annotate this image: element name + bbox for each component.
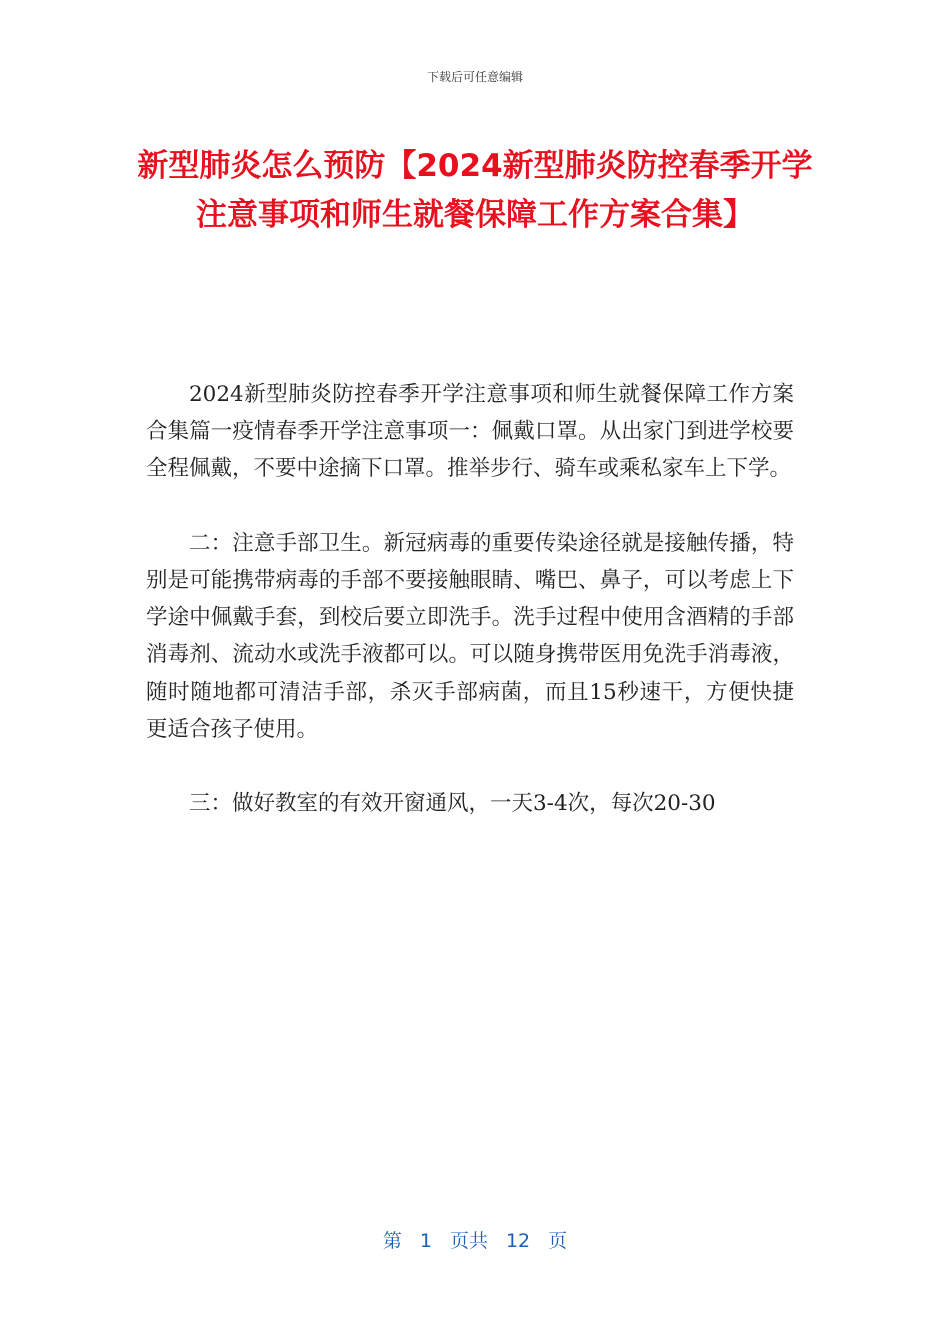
footer-total-pages: 12	[505, 1230, 531, 1252]
footer-page-suffix: 页	[548, 1230, 568, 1252]
document-title: 新型肺炎怎么预防【2024新型肺炎防控春季开学注意事项和师生就餐保障工作方案合集】	[137, 148, 813, 233]
paragraph-1: 2024新型肺炎防控春季开学注意事项和师生就餐保障工作方案合集篇一疫情春季开学注意事项一：佩戴口罩。从出家门到进学校要全程佩戴，不要中途摘下口罩。推举步行、骑车或乘私家车上下学。	[146, 382, 794, 482]
paragraph-2: 二：注意手部卫生。新冠病毒的重要传染途径就是接触传播，特别是可能携带病毒的手部不要接触眼睛、嘴巴、鼻子，可以考虑上下学途中佩戴手套，到校后要立即洗手。洗手过程中使用含酒精的手部消毒剂、流动水或洗手液都可以。可以随身携带医用免洗手消毒液，随时随地都可清洁手部，杀灭手部病菌，而且15秒速干，方便快捷更适合孩子使用。	[146, 530, 794, 742]
document-body	[146, 376, 794, 860]
footer-page-number: 1	[419, 1230, 432, 1252]
header-note: 下载后可任意编辑	[426, 70, 523, 84]
page-footer	[0, 1226, 950, 1253]
paragraph-3: 三：做好教室的有效开窗通风，一天3-4次，每次20-30	[189, 791, 716, 817]
footer-page-middle: 页共	[449, 1230, 488, 1252]
footer-page-prefix: 第	[382, 1230, 402, 1252]
